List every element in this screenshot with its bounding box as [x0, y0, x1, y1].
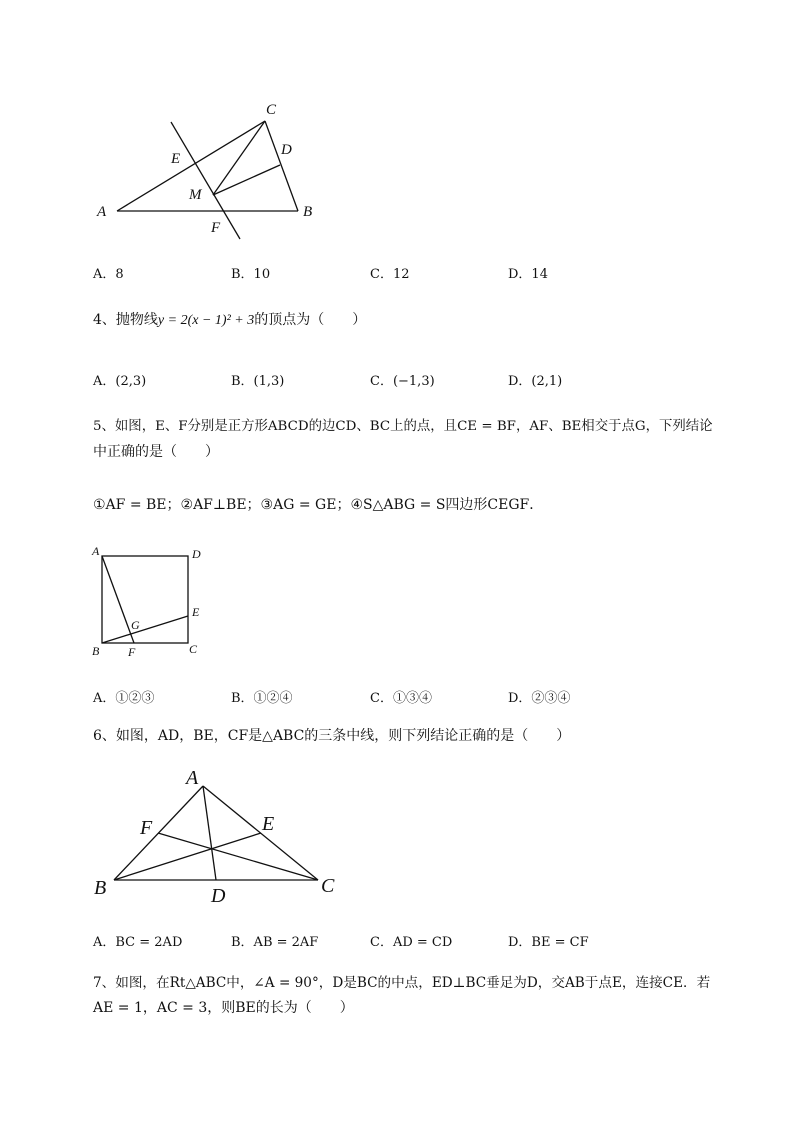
segment-af — [102, 556, 134, 643]
label-e: E — [192, 605, 200, 619]
line-ef — [171, 122, 240, 239]
q4-option-c[interactable]: C．(−1,3) — [370, 374, 435, 389]
label-d: D — [211, 885, 226, 907]
q4-prefix: 4、抛物线 — [93, 312, 158, 328]
segment-be — [102, 616, 188, 643]
q6-option-b[interactable]: B．AB = 2AF — [231, 935, 319, 950]
label-a: A — [186, 767, 199, 789]
q4-formula: y = 2(x − 1)² + 3 — [157, 313, 255, 328]
figure-triangle-medians — [88, 762, 350, 910]
q6-option-d[interactable]: D．BE = CF — [508, 935, 589, 950]
label-m: M — [189, 187, 202, 203]
q4-stem — [93, 308, 366, 333]
q7-stem-line1: 7、如图，在Rt△ABC中，∠A = 90°，D是BC的中点，ED⊥BC垂足为D，交AB于点E，连接CE．若 — [93, 975, 711, 991]
q3-option-a[interactable]: A．8 — [93, 267, 124, 282]
q7-stem-line2: AE = 1，AC = 3，则BE的长为（ ） — [93, 1000, 354, 1016]
q5-option-a[interactable]: A．①②③ — [93, 691, 155, 706]
q4-option-d[interactable]: D．(2,1) — [508, 374, 563, 389]
label-f: F — [128, 645, 136, 659]
label-f: F — [140, 817, 153, 839]
label-c: C — [189, 642, 198, 656]
label-d: D — [281, 142, 292, 158]
label-g: G — [131, 618, 140, 632]
q3-option-d[interactable]: D．14 — [508, 267, 548, 282]
q5-option-d[interactable]: D．②③④ — [508, 691, 571, 706]
q3-option-c[interactable]: C．12 — [370, 267, 410, 282]
q6-stem: 6、如图，AD，BE，CF是△ABC的三条中线，则下列结论正确的是（ ） — [93, 728, 571, 744]
q5-statements: ①AF = BE；②AF⊥BE；③AG = GE；④S△ABG = S四边形CEGF． — [93, 497, 544, 513]
label-c: C — [321, 875, 335, 897]
q5-option-c[interactable]: C．①③④ — [370, 691, 432, 706]
median-ad — [203, 786, 216, 880]
figure-triangle-amcb — [85, 95, 335, 245]
label-a: A — [92, 544, 100, 558]
label-e: E — [262, 813, 275, 835]
q6-option-c[interactable]: C．AD = CD — [370, 935, 453, 950]
q3-option-b[interactable]: B．10 — [231, 267, 271, 282]
figure-square-abcd — [88, 543, 218, 663]
segment-cb — [265, 121, 298, 211]
q4-option-a[interactable]: A．(2,3) — [93, 374, 147, 389]
label-d: D — [192, 547, 201, 561]
label-c: C — [266, 102, 277, 118]
q4-suffix: 的顶点为（ ） — [254, 312, 367, 328]
q5-stem-line1: 5、如图，E、F分别是正方形ABCD的边CD、BC上的点，且CE = BF，AF、BE相交于点G，下列结论 — [93, 419, 713, 434]
q5-stem-line2: 中正确的是（ ） — [93, 444, 219, 460]
label-f: F — [211, 220, 221, 236]
label-b: B — [303, 204, 313, 220]
q4-option-b[interactable]: B．(1,3) — [231, 374, 285, 389]
label-b: B — [92, 644, 100, 658]
label-e: E — [171, 151, 181, 167]
q5-option-b[interactable]: B．①②④ — [231, 691, 293, 706]
label-b: B — [94, 877, 107, 899]
label-a: A — [97, 204, 107, 220]
q6-option-a[interactable]: A．BC = 2AD — [93, 935, 183, 950]
